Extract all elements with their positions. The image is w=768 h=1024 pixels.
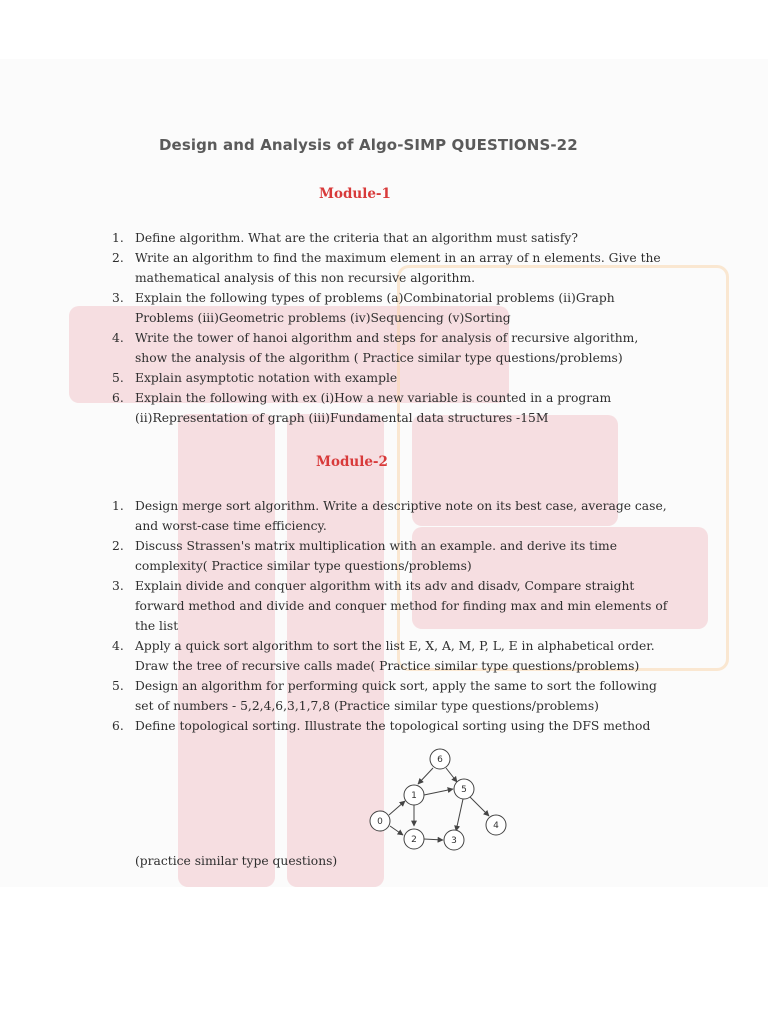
question-number: 5. bbox=[112, 679, 124, 693]
question-item bbox=[108, 496, 668, 536]
question-number: 3. bbox=[112, 579, 124, 593]
question-number: 6. bbox=[112, 391, 124, 405]
question-item bbox=[108, 636, 668, 676]
document-page bbox=[0, 59, 768, 887]
footnote: (practice similar type questions) bbox=[135, 854, 338, 868]
module-1-question-list bbox=[108, 228, 668, 428]
graph-edge bbox=[470, 797, 489, 816]
module-2-question-list bbox=[108, 496, 668, 736]
question-text: Apply a quick sort algorithm to sort the list E, X, A, M, P, L, E in alphabetical order. Draw the tree of recursive calls made( Practice similar type questions/problems) bbox=[135, 639, 655, 673]
question-text: Define topological sorting. Illustrate the topological sorting using the DFS method bbox=[135, 719, 651, 733]
question-text: Write an algorithm to find the maximum element in an array of n elements. Give the mathematical analysis of this non recursive algorithm. bbox=[135, 251, 661, 285]
module-2-heading: Module-2 bbox=[316, 454, 388, 470]
question-text: Explain the following types of problems (a)Combinatorial problems (ii)Graph Problems (iii)Geometric problems (iv)Sequencing (v)Sorting bbox=[135, 291, 615, 325]
graph-edge bbox=[418, 768, 433, 784]
topological-sort-graph bbox=[360, 747, 520, 857]
question-text: Write the tower of hanoi algorithm and steps for analysis of recursive algorithm, show the analysis of the algorithm ( Practice similar type questions/problems) bbox=[135, 331, 639, 365]
question-text: Define algorithm. What are the criteria that an algorithm must satisfy? bbox=[135, 231, 578, 245]
question-number: 2. bbox=[112, 251, 124, 265]
question-item bbox=[108, 716, 668, 736]
question-text: Discuss Strassen's matrix multiplication with an example. and derive its time complexity( Practice similar type questions/problems) bbox=[135, 539, 617, 573]
graph-edge bbox=[390, 826, 403, 835]
question-number: 4. bbox=[112, 331, 124, 345]
graph-edge bbox=[446, 768, 457, 782]
graph-node-label: 3 bbox=[451, 836, 457, 846]
question-number: 5. bbox=[112, 371, 124, 385]
question-item bbox=[108, 328, 668, 368]
question-number: 1. bbox=[112, 231, 124, 245]
graph-node-label: 4 bbox=[493, 821, 499, 831]
module-1-heading: Module-1 bbox=[319, 186, 391, 202]
question-item bbox=[108, 288, 668, 328]
question-item bbox=[108, 676, 668, 716]
question-item bbox=[108, 388, 668, 428]
question-number: 6. bbox=[112, 719, 124, 733]
question-text: Design an algorithm for performing quick sort, apply the same to sort the following set of numbers - 5,2,4,6,3,1,7,8 (Practice similar type questions/problems) bbox=[135, 679, 657, 713]
question-item bbox=[108, 536, 668, 576]
graph-node-label: 5 bbox=[461, 785, 467, 795]
graph-node-label: 2 bbox=[411, 835, 417, 845]
question-text: Explain divide and conquer algorithm with its adv and disadv, Compare straight forward method and divide and conquer method for finding max and min elements of the list bbox=[135, 579, 668, 633]
question-text: Explain the following with ex (i)How a new variable is counted in a program (ii)Representation of graph (iii)Fundamental data structures -15M bbox=[135, 391, 612, 425]
question-number: 2. bbox=[112, 539, 124, 553]
question-item bbox=[108, 576, 668, 636]
graph-edge bbox=[424, 789, 453, 795]
question-number: 1. bbox=[112, 499, 124, 513]
question-item bbox=[108, 228, 668, 248]
graph-node-label: 6 bbox=[437, 755, 443, 765]
graph-node-label: 1 bbox=[411, 791, 417, 801]
question-item bbox=[108, 368, 668, 388]
graph-edge bbox=[424, 839, 443, 840]
question-text: Design merge sort algorithm. Write a descriptive note on its best case, average case, and worst-case time efficiency. bbox=[135, 499, 667, 533]
document-title: Design and Analysis of Algo-SIMP QUESTIONS-22 bbox=[159, 136, 578, 154]
graph-node-label: 0 bbox=[377, 817, 383, 827]
question-number: 4. bbox=[112, 639, 124, 653]
graph-edge bbox=[389, 801, 405, 815]
question-item bbox=[108, 248, 668, 288]
question-number: 3. bbox=[112, 291, 124, 305]
question-text: Explain asymptotic notation with example bbox=[135, 371, 398, 385]
graph-edge bbox=[456, 799, 463, 831]
